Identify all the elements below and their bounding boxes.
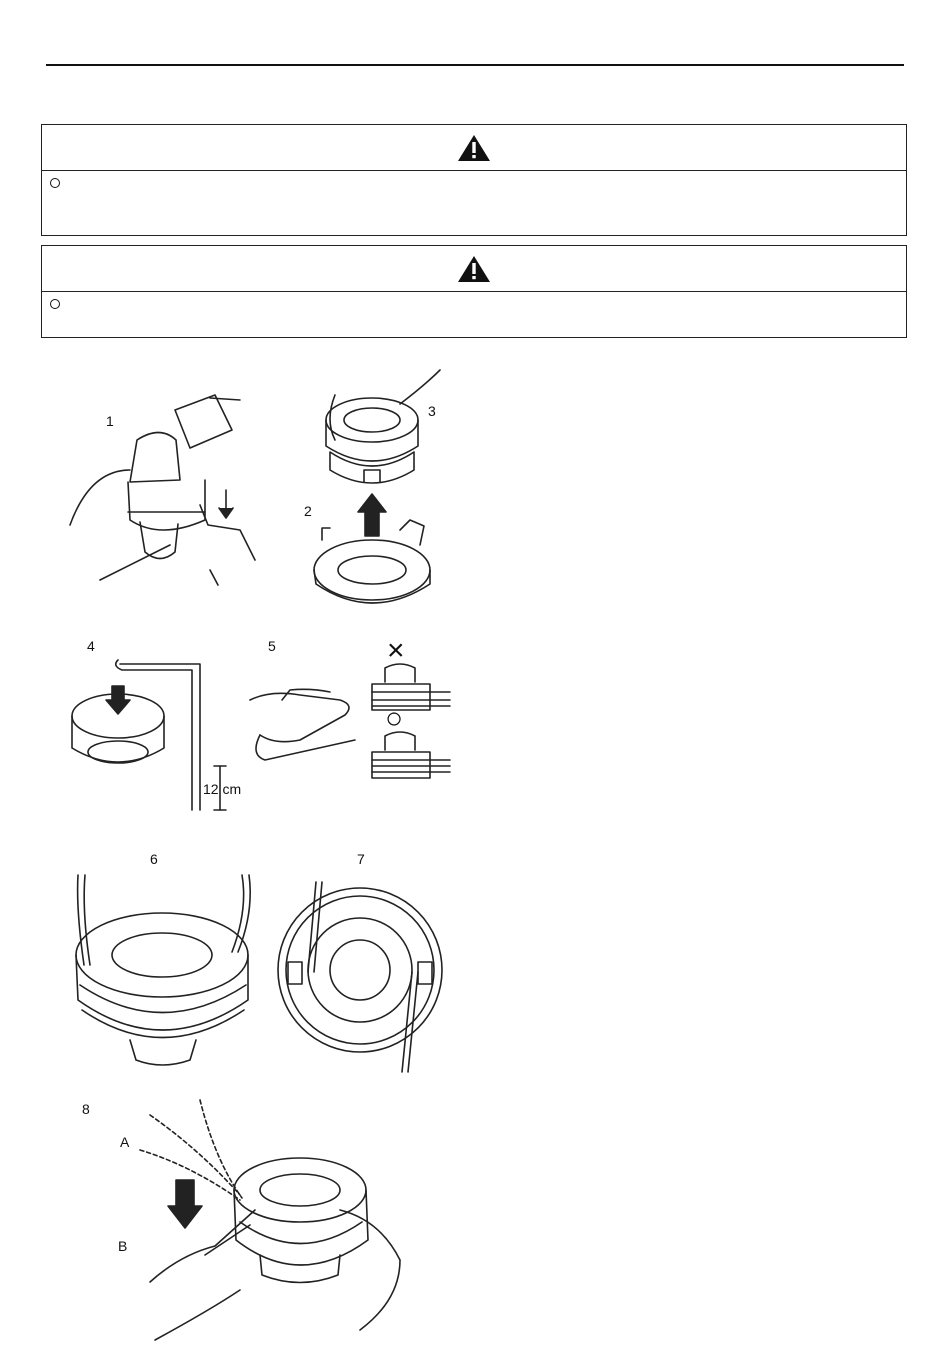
figure-label-8: 8 (82, 1101, 90, 1117)
right-mark-icon: ○ (385, 702, 404, 735)
letter-label-b: B (118, 1238, 128, 1254)
figure-7-illustration (278, 882, 442, 1072)
figure-label-5: 5 (268, 638, 276, 654)
figure-label-6: 6 (150, 851, 158, 867)
wrong-mark-icon: × (387, 634, 405, 667)
figure-label-2: 2 (304, 503, 312, 519)
figure-5-illustration (250, 664, 450, 778)
letter-label-a: A (120, 1134, 130, 1150)
figure-label-3: 3 (428, 403, 436, 419)
figure-label-4: 4 (87, 638, 95, 654)
figure-label-7: 7 (357, 851, 365, 867)
figure-8-illustration (140, 1100, 400, 1340)
figure-2-3-illustration (314, 370, 440, 603)
figure-1-illustration (70, 395, 255, 585)
figure-label-1: 1 (106, 413, 114, 429)
figure-6-illustration (76, 875, 250, 1065)
dimension-label: 12 cm (203, 781, 242, 797)
